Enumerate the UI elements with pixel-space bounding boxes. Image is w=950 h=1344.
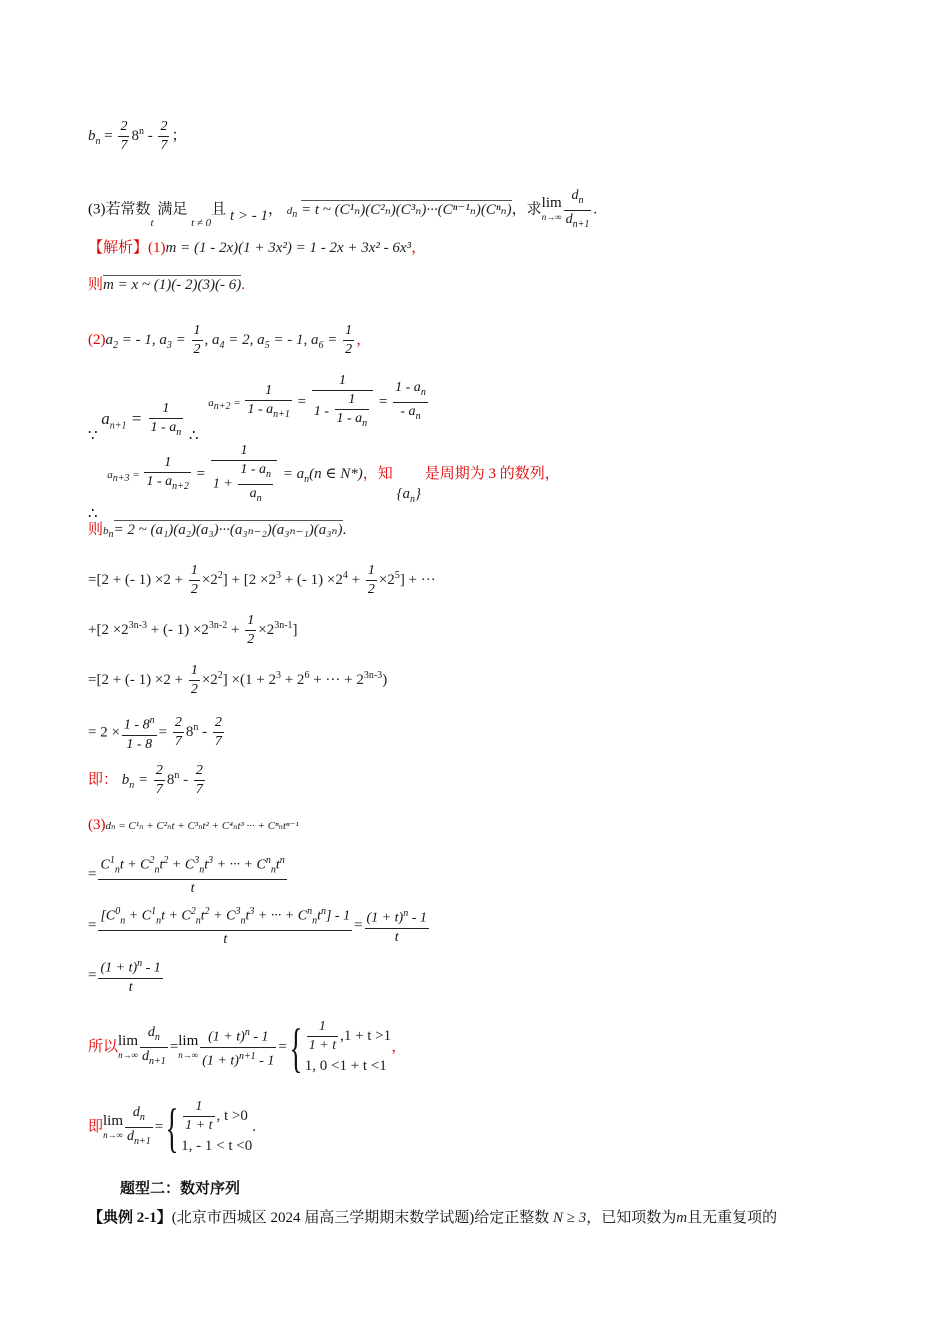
dn-symbol: d: [286, 204, 293, 217]
dn-sum-line: [88, 815, 299, 836]
cond-t-nonzero: t ≠ 0: [191, 216, 212, 229]
period-2: .: [252, 1118, 257, 1135]
solution-part1: [88, 238, 426, 258]
know-text: ，知: [362, 466, 393, 483]
dn-frac-1: = $\frac{C^1_nt + C^2_nt^2 + C^3_nt^3 + \cdot\cdot\cdot + C^n_nt^n}{t}$: [88, 852, 289, 898]
therefore-symbol-2: ∴: [88, 506, 98, 523]
m-var: m: [676, 1210, 688, 1226]
solution-tag: 【解析】: [88, 240, 149, 256]
satisfy-text: 满足: [157, 201, 188, 218]
period-three-text: 是周期为 3 的数列，: [424, 466, 560, 483]
dn-definition: = t ~ (C¹ₙ)(C²ₙ)(C³ₙ)···(Cⁿ⁻¹ₙ)(Cⁿₙ): [301, 201, 512, 218]
example-tag: 【典例 2-1】: [88, 1210, 172, 1226]
bn-sum-line-3: =[2 + (- 1) ×2 + $\frac{1}{2}$ $\times 2^2] \times(1 + 2^3 + 2^6$ + ··· + $2^{3n-3}$): [88, 663, 388, 697]
bn-sum-line-4: = 2 × $\frac{1 - 8^n}{1 - 8}$ = $\frac{2}{7}$ 8$^n$ - $\frac{2}{7}$: [88, 712, 226, 754]
recurrence-line: ∵ $a_{n+1}$ = $\frac{1}{1 - a_n}$ ∴ $a_{n+2}$ = $\frac{1}{1 - a_{n+1}}$ = 1 1 - $\frac{1}{1 - a_n}$ = $\frac{1 - a_n}{- a_n}$: [88, 373, 426, 444]
semicolon: ；: [171, 127, 187, 144]
section-title: 题型二：数对序列: [120, 1179, 241, 1197]
m-expression: m = x ~ (1)(- 2)(3)(- 6): [103, 277, 242, 293]
ask-text: ，求: [511, 201, 542, 218]
bn-symbol: b: [103, 525, 109, 537]
because-symbol: ∵: [88, 427, 98, 444]
example-2-1: [88, 1208, 777, 1228]
comma: ，: [356, 331, 372, 348]
part3-solution-label: (3): [88, 817, 106, 833]
bn-product-line: 则$b_n= 2$ ~ (a₁)(a₂)(a₃)···(a₃ₙ₋₂)(a₃ₙ₋₁)(a₃ₙ).: [88, 522, 347, 541]
n-condition: N ≥ 3: [553, 1210, 587, 1226]
comma: ，: [267, 201, 283, 218]
period: .: [241, 277, 245, 293]
bn-sum-line-1: =[2 + (- 1) ×2 + $\frac{1}{2}$ $\times 2^2] + [2 \times 2^3$ + (- $1) \times 2^4$ + $\frac{1}{2}$ $\times 2^5$] + ···: [88, 563, 436, 597]
limit-computation: 所以 lim n→∞ $\frac{d_n}{d_{n+1}}$ = lim n→∞ $\frac{(1 + t)^n - 1}{(1 + t)^{n+1} - 1}$ ={ $\frac{1}{1 + t}$ ,1 + t >1 1, 0 <1 + t <1 ，: [88, 1017, 407, 1078]
suoyi-text: 所以: [88, 1038, 119, 1055]
part1-expansion: m = (1 - 2x)(1 + 3x²) = 1 - 2x + 3x² - 6x³: [165, 240, 412, 256]
solution-part1-m: [88, 275, 245, 295]
comma-2: ，: [391, 1038, 407, 1055]
part3-label: (3)若常数: [88, 201, 151, 218]
lim-text: lim: [541, 195, 562, 212]
ji-text-2: 即: [88, 1118, 104, 1135]
comma: ，: [411, 240, 427, 256]
lim-subscript: n→∞: [541, 212, 562, 223]
ji-text: 即：: [88, 771, 119, 788]
dn-frac-3: = $\frac{(1 + t)^n - 1}{t}$: [88, 955, 165, 997]
part3-question: (3)若常数$_t$ 满足 $_{t \ne 0}$且 t > - 1， $d_n = t$ ~ (C¹ₙ)(C²ₙ)(C³ₙ)···(Cⁿ⁻¹ₙ)(Cⁿₙ)，求 lim n→∞ $\frac{d_n}{d_{n+1}}$ .: [88, 188, 598, 230]
bn-formula-top: $b_n$ = $\frac{2}{7}$ 8$^n$ - $\frac{2}{7}$ ；: [88, 119, 187, 153]
example-source: (北京市西城区 2024 届高三学期期末数学试题): [171, 1210, 475, 1226]
example-text-3: 且无重复项的: [687, 1210, 778, 1226]
dn-sum: dₙ = C¹ₙ + C²ₙt + C³ₙt² + C⁴ₙt³ ··· + Cⁿₙtⁿ⁻¹: [105, 820, 299, 832]
and-text: 且: [211, 201, 227, 218]
t-var: t: [150, 216, 154, 229]
solution-part2-values: $(2)a_2$ = - 1, $a_3$ = $\frac{1}{2}$ , $a_4 = 2$, $a_5$ = - 1, $a_6$ = $\frac{1}{2}$ ，: [88, 323, 372, 357]
bn-result: 即： $b_n$ = $\frac{2}{7}$ 8$^n$ - $\frac{2}{7}$: [88, 763, 203, 797]
therefore-symbol: ∴: [188, 427, 199, 444]
example-text: 给定正整数: [474, 1210, 550, 1226]
limit-result: 即 lim n→∞ $\frac{d_n}{d_{n+1}}$ ={ $\frac{1}{1 + t}$ , t >0 1, - 1 < t <0 .: [88, 1097, 257, 1158]
then-text: 则: [88, 277, 104, 293]
part1-label: (1): [148, 240, 166, 256]
period: .: [593, 201, 598, 218]
dn-frac-2: = $\frac{[C^0_n + C^1_nt + C^2_nt^2 + C^3_nt^3 + \cdot\cdot\cdot + C^n_nt^n] - 1}{t}$ = $\frac{(1 + t)^n - 1}{t}$: [88, 903, 431, 949]
cond-t-gt-minus1: t > - 1: [229, 207, 268, 224]
bn-sum-line-2: $+[2 \times 2^{3n-3}$ + (- $1) \times 2^{3n-2}$ + $\frac{1}{2}$ $\times 2^{3n-1}$]: [88, 613, 298, 647]
example-text-2: ，已知项数为: [586, 1210, 677, 1226]
then-text-2: 则: [88, 522, 104, 538]
period-line: ∴ $a_{n+3}$ = $\frac{1}{1 - a_{n+2}}$ = 1 1 + $\frac{1 - a_n}{a_n}$ = $a_n(n$ ∈ N*)，知 $\{a_n\}$ 是周期为 3 的数列，: [88, 443, 560, 523]
part2-label: (2): [88, 331, 106, 348]
bn-product: = 2 ~ (a₁)(a₂)(a₃)···(a₃ₙ₋₂)(a₃ₙ₋₁)(a₃ₙ): [113, 522, 343, 538]
